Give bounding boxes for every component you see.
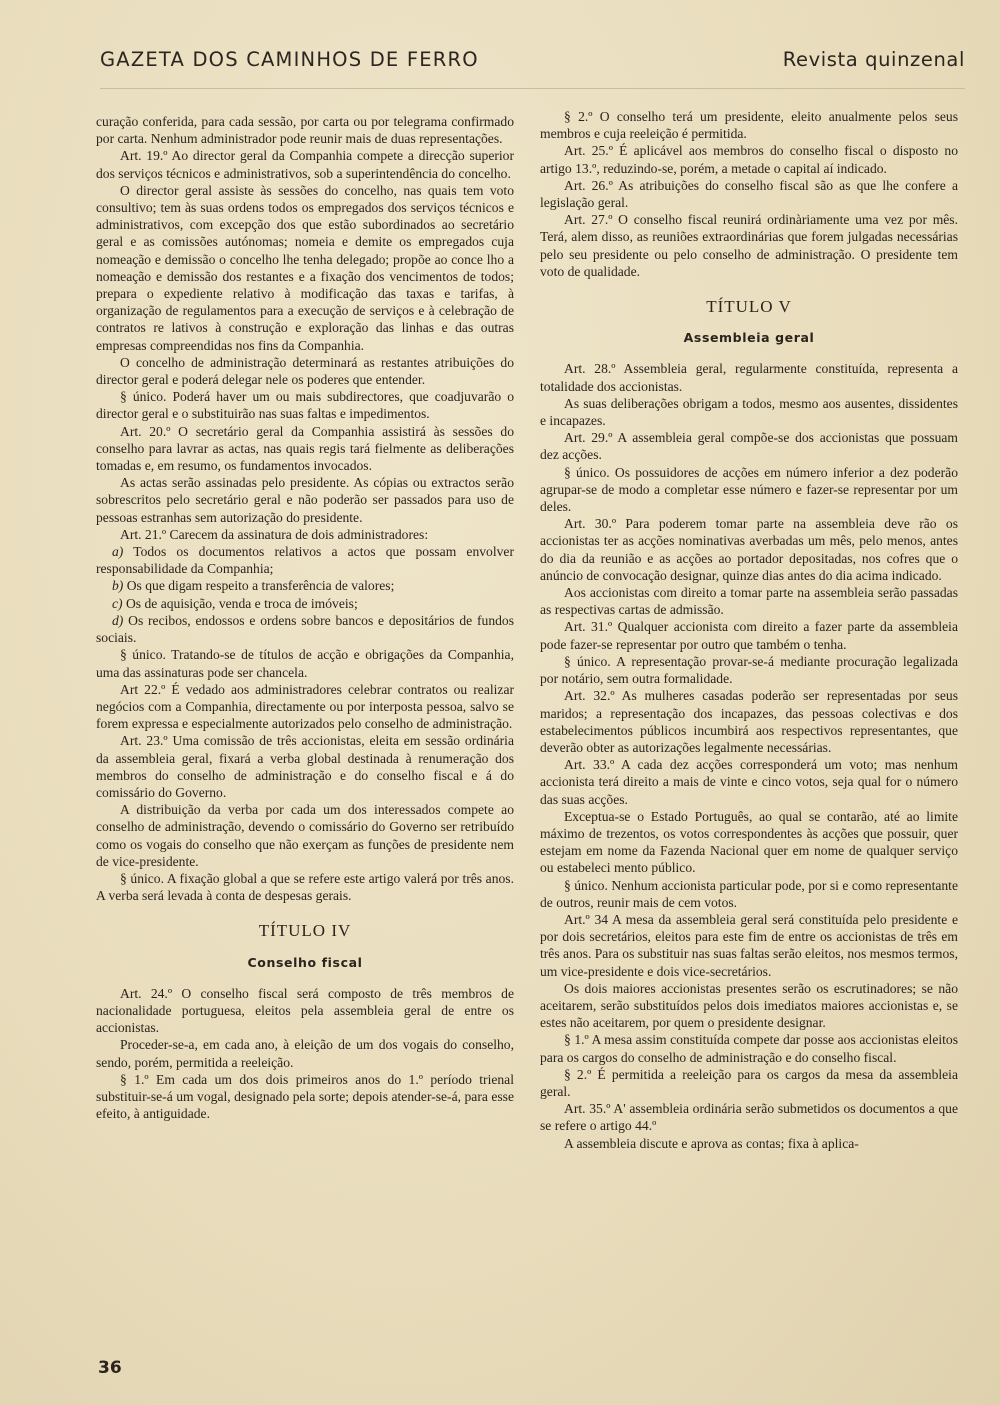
paragraph: § 1.º Em cada um dos dois primeiros anos do 1.º período trienal substituir-se-á um vogal, designado pela sorte; depois atender-se-á, para esse efeito, à antiguidade. <box>96 1071 514 1122</box>
right-column <box>540 108 958 1152</box>
paragraph: Aos accionistas com direito a tomar parte na assembleia serão passadas as respectivas cartas de admissão. <box>540 585 958 618</box>
list-letter: c) <box>112 595 123 611</box>
journal-title: GAZETA DOS CAMINHOS DE FERRO <box>100 48 479 71</box>
paragraph: Os dois maiores accionistas presentes serão os escrutinadores; se não aceitarem, serão substituídos pelos dois imediatos maiores accionistas e, se estes não aceitarem, por quem o presidente designar. <box>540 980 958 1031</box>
paragraph: § único. Tratando-se de títulos de acção e obrigações da Companhia, uma das assinaturas pode ser chancela. <box>96 647 514 680</box>
paragraph: curação conferida, para cada sessão, por carta ou por telegrama confirmado por carta. Nenhum administrador pode reunir mais de duas representações. <box>96 114 514 147</box>
paragraph: Art. 27.º O conselho fiscal reunirá ordinàriamente uma vez por mês. Terá, alem disso, as reuniões extraordinárias que forem julgadas necessárias pelo seu presidente ou pelo conselho de administração. O presidente tem voto de qualidade. <box>540 212 958 279</box>
journal-subtitle: Revista quinzenal <box>782 48 965 71</box>
paragraph: Art.º 34 A mesa da assembleia geral será constituída pelo presidente e por dois secretários, eleitos para este fim de entre os accionistas de três em três anos. Para os substituir nas suas faltas serão eleitos, nos mesmos termos, um vice-presidente e dois vice-secretários. <box>540 911 958 979</box>
paragraph: § 2.º O conselho terá um presidente, eleito anualmente pelos seus membros e cuja reeleição é permitida. <box>540 109 958 142</box>
paragraph: A assembleia discute e aprova as contas; fixa à aplica- <box>564 1135 859 1151</box>
paragraph: § 2.º É permitida a reeleição para os cargos da mesa da assembleia geral. <box>540 1066 958 1099</box>
section-title: TÍTULO V <box>706 297 792 317</box>
paragraph: Art. 26.º As atribuições do conselho fiscal são as que lhe confere a legislação geral. <box>540 177 958 211</box>
paragraph: Art. 24.º O conselho fiscal será composto de três membros de nacionalidade portuguesa, eleitos pela assembleia geral de entre os accionistas. <box>96 985 514 1036</box>
paragraph: § único. A representação provar-se-á mediante procuração legalizada por notário, sem outra formalidade. <box>540 653 958 687</box>
paragraph: § 1.º A mesa assim constituída compete dar posse aos accionistas eleitos para os cargos do conselho de administração e do conselho fiscal. <box>540 1032 958 1065</box>
paragraph: Art. 29.º A assembleia geral compõe-se dos accionistas que possuam dez acções. <box>540 430 958 463</box>
header-divider <box>100 88 965 89</box>
paragraph: § único. Os possuidores de acções em número inferior a dez poderão agrupar-se de modo a completar esse número e fazer-se representar por um deles. <box>540 464 958 515</box>
paragraph: As actas serão assinadas pelo presidente. As cópias ou extractos serão sobrescritos pelo secretário geral e não poderão ser passados para uso de pessoas estranhas sem autorização do presidente. <box>96 475 514 525</box>
page-number: 36 <box>98 1358 122 1378</box>
paragraph: Art. 31.º Qualquer accionista com direito a fazer parte da assembleia pode fazer-se representar por outro que também o tenha. <box>540 619 958 652</box>
left-column <box>96 113 514 1122</box>
list-text: Os de aquisição, venda e troca de imóveis; <box>122 595 358 611</box>
paragraph: Art. 30.º Para poderem tomar parte na assembleia deve rão os accionistas ter as acções nominativas averbadas um mês, pelo menos, antes do dia da reunião e as acções ao portador depositadas, nos cofres que o anúncio de convocação designar, quinze dias antes do dia acima indicado. <box>540 516 958 583</box>
paragraph: Art. 32.º As mulheres casadas poderão ser representadas por seus maridos; a representação dos incapazes, das pessoas colectivas e dos estabelecimentos públicos incumbirá aos respectivos representantes, que deverão obter as autorizações legalmente necessárias. <box>540 688 958 755</box>
section-subtitle: Assembleia geral <box>683 330 815 346</box>
paragraph: Art. 28.º Assembleia geral, regularmente constituída, representa a totalidade dos accionistas. <box>540 361 958 394</box>
paragraph: Proceder-se-a, em cada ano, à eleição de um dos vogais do conselho, sendo, porém, permitida a reeleição. <box>96 1037 514 1070</box>
list-text: Todos os documentos relativos a actos que possam envolver responsabilidade da Companhia; <box>96 544 514 577</box>
paragraph: As suas deliberações obrigam a todos, mesmo aos ausentes, dissidentes e incapazes. <box>540 395 958 429</box>
paragraph: § único. Nenhum accionista particular pode, por si e como representante de outros, reunir mais de cem votos. <box>540 877 958 910</box>
running-header <box>100 48 965 78</box>
paragraph: § único. Poderá haver um ou mais subdirectores, que coadjuvarão o director geral e o substituirão nas suas faltas e impedimentos. <box>96 389 514 422</box>
list-text: Os que digam respeito a transferência de valores; <box>123 578 395 594</box>
list-letter: d) <box>112 612 124 628</box>
paragraph: Art. 19.º Ao director geral da Companhia compete a direcção superior dos serviços técnicos e administrativos, sob a superintendência do concelho. <box>96 148 514 181</box>
paragraph: Art. 25.º É aplicável aos membros do conselho fiscal o disposto no artigo 13.º, reduzindo-se, porém, a metade o capital aí indicado. <box>540 143 958 176</box>
list-item <box>96 577 514 594</box>
list-item <box>96 612 514 646</box>
list-letter: a) <box>112 544 124 560</box>
section-subtitle: Conselho fiscal <box>247 954 363 970</box>
paragraph: § único. A fixação global a que se refere este artigo valerá por três anos. A verba será levada à conta de despesas gerais. <box>96 870 514 904</box>
list-item <box>96 595 514 612</box>
paragraph: Art 22.º É vedado aos administradores celebrar contratos ou realizar negócios com a Companhia, directamente ou por interposta pessoa, salvo se forem expressa e especialmente autorizados pelo conselho de administração. <box>96 681 514 732</box>
paragraph: Art. 35.º A' assembleia ordinária serão submetidos os documentos a que se refere o artigo 44.º <box>540 1101 958 1134</box>
paragraph: Art. 33.º A cada dez acções corresponderá um voto; mas nenhum accionista terá direito a mais de vinte e cinco votos, seja qual for o número das suas acções. <box>540 757 958 807</box>
section-title: TÍTULO IV <box>258 921 352 941</box>
list-letter: b) <box>112 578 124 594</box>
paragraph: O concelho de administração determinará as restantes atribuições do director geral e poderá delegar nele os poderes que entender. <box>96 354 514 388</box>
list-item <box>96 543 514 577</box>
paragraph: O director geral assiste às sessões do concelho, nas quais tem voto consultivo; tem às suas ordens todos os empregados dos serviços técnicos e administrativos, com excepção dos que estão subordinados ao secretário geral e as comissões autónomas; nomeia e demite os empregados cuja nomeação e demissão o concelho lhe tenha delegado; propõe ao conce lho a nomeação e demissão dos restantes e a fixação dos vencimentos de todos; prepara o expediente relativo à modificação das taxas e tarifas, à organização de regulamentos para a execução de serviços e à celebração de contratos re lativos à construção e exploração das linhas e das outras empresas compreendidas nos fins da Companhia. <box>96 182 514 353</box>
list-text: Os recibos, endossos e ordens sobre bancos e depositários de fundos sociais. <box>96 612 514 646</box>
paragraph: Art. 20.º O secretário geral da Companhia assistirá às sessões do conselho para lavrar as actas, nas quais regis tará fielmente as deliberações tomadas e, em resumo, os fundamentos invocados. <box>96 423 514 474</box>
paragraph: Art. 21.º Carecem da assinatura de dois administradores: <box>120 526 429 542</box>
paragraph: Exceptua-se o Estado Português, ao qual se contarão, até ao limite máximo de trezentos, os votos correspondentes às acções que possuir, quer estejam em nome da Fazenda Nacional quer em nome de qualquer serviço ou estabeleci mento público. <box>540 808 958 876</box>
paragraph: Art. 23.º Uma comissão de três accionistas, eleita em sessão ordinária da assembleia geral, fixará a verba global destinada à renumeração dos membros do conselho de administração e do conselho fiscal e á do comissário do Governo. <box>96 733 514 800</box>
paragraph: A distribuição da verba por cada um dos interessados compete ao conselho de administração, devendo o comissário do Governo ser retribuído como os vogais do conselho que não exerçam as funções de presidente nem de vice-presidente. <box>96 802 514 869</box>
